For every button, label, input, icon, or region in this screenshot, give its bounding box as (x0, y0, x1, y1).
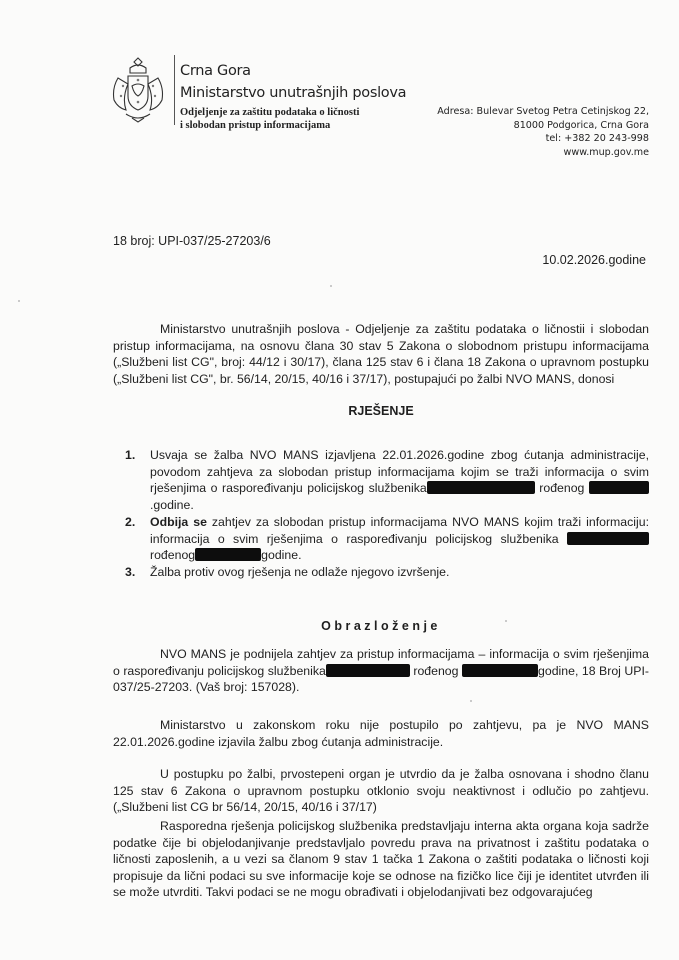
item-number: 3. (125, 564, 136, 579)
ministry-name: Ministarstvo unutrašnjih poslova (180, 85, 407, 101)
item-bold-lead: Odbija se (150, 515, 207, 529)
redaction-box (462, 664, 538, 677)
reasoning-paragraph-1 (113, 646, 649, 696)
reasoning-paragraph-2: Ministarstvo u zakonskom roku nije postupilo po zahtjevu, pa je NVO MANS 22.01.2026.godine izjavila žalbu zbog ćutanja administracije. (113, 718, 649, 749)
decision-item-3 (125, 564, 649, 581)
item-number: 1. (125, 448, 136, 462)
reasoning-paragraph-4: Rasporedna rješenja policijskog službenika predstavljaju interna akta organa koja sadrže podatke čije bi objelodanjivanje predstavljalo povredu prava na privatnost i zaštitu podataka o ličnosti zaposlenih, a u vezi sa članom 9 stav 1 tačka 1 Zakona o zaštiti podataka o ličnosti koji propisuje da lični podaci su sve informacije koje se odnose na fizičko lice čiji je identitet utvrđen ili se može utvrditi. Takvi podaci se ne mogu obrađivati i objelodanjivati bez odgovarajućeg (113, 819, 649, 899)
decision-item-1 (125, 447, 649, 513)
paragraph-text: rođenog (413, 663, 459, 678)
decision-list (125, 447, 649, 580)
address-website: www.mup.gov.me (563, 146, 649, 158)
decision-item-2 (125, 514, 649, 564)
redaction-box (567, 532, 649, 545)
document-date: 10.02.2026.godine (542, 253, 646, 267)
item-text: Žalba protiv ovog rješenja ne odlaže njegovo izvršenje. (150, 564, 450, 579)
scan-speck (505, 620, 507, 622)
item-text: Usvaja se žalba NVO MANS izjavljena 22.01.2026.godine zbog ćutanja administracije, povodom zahtjeva za slobodan pristup informacijama kojim se traži informacija o svim rješenjima o raspoređivanju policijskog službenika (150, 448, 649, 495)
paragraph-text: godine, 18 Broj UPI-037/25-27203. (Vaš broj: 157028). (113, 663, 650, 694)
department-line-2: i slobodan pristup informacijama (180, 119, 331, 131)
preamble-paragraph: Ministarstvo unutrašnjih poslova - Odjeljenje za zaštitu podataka o ličnostii i slobodan pristup informacijama, na osnovu člana 30 stav 5 Zakona o slobodnom pristupu informacijama („Službeni list CG", broj: 44/12 i 30/17), člana 125 stav 6 i člana 18 Zakona o upravnom postupku („Službeni list CG", br. 56/14, 20/15, 40/16 i 37/17), postupajući po žalbi NVO MANS, donosi (113, 322, 649, 386)
letterhead-divider (174, 55, 175, 125)
department-name (180, 107, 359, 132)
address-street: Adresa: Bulevar Svetog Petra Cetinjskog 22, (437, 106, 649, 117)
scan-speck (470, 700, 472, 702)
decision-title: RJEŠENJE (348, 404, 414, 418)
redaction-box (589, 481, 649, 494)
item-text: rođenog (539, 481, 585, 495)
paragraph-text: NVO MANS je podnijela zahtjev za pristup informacijama – informacija o svim rješenjima o raspoređivanju policijskog službenika (113, 647, 649, 678)
address-block (437, 105, 649, 159)
reasoning-paragraph-3: U postupku po žalbi, prvostepeni organ je utvrdio da je žalba osnovana i shodno članu 125 stav 6 Zakona o upravnom postupku otklonio svoju neaktivnost i odlučio po zahtjevu. („Službeni list CG br 56/14, 20/15, 40/16 i 37/17) (113, 767, 649, 814)
item-text: rođenog (150, 548, 196, 562)
coat-of-arms-icon (108, 56, 168, 124)
item-number: 2. (125, 515, 136, 529)
item-text: .godine. (150, 497, 194, 512)
redaction-box (427, 481, 535, 494)
scan-speck (18, 300, 20, 302)
reference-number: 18 broj: UPI-037/25-27203/6 (113, 234, 271, 248)
reasoning-title: Obrazloženje (321, 619, 441, 633)
country-name: Crna Gora (180, 63, 251, 79)
scan-speck (330, 285, 332, 287)
item-text: zahtjev za slobodan pristup informacijama NVO MANS kojim traži informaciju: informacija o svim rješenjima o raspoređivanju policijskog službenika (150, 515, 649, 546)
redaction-box (326, 664, 410, 677)
letterhead (108, 50, 407, 140)
item-text: godine. (261, 548, 302, 562)
address-phone: tel: +382 20 243-998 (545, 133, 649, 144)
department-line-1: Odjeljenje za zaštitu podataka o ličnosti (180, 107, 360, 118)
address-city: 81000 Podgorica, Crna Gora (513, 119, 649, 131)
redaction-box (195, 548, 261, 561)
